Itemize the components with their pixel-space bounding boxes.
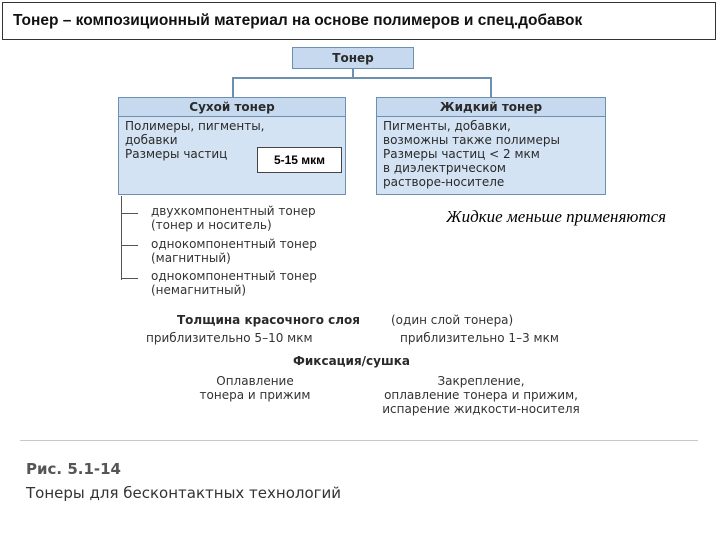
layer-thickness-note: (один слой тонера) <box>391 313 514 327</box>
dry-toner-body: Полимеры, пигменты, добавки Размеры частиц <box>125 119 265 161</box>
fixation-label: Фиксация/сушка <box>293 354 410 368</box>
caption-divider <box>20 440 698 441</box>
dry-type-nonmagnetic: однокомпонентный тонер (немагнитный) <box>151 269 317 297</box>
toner-root-label: Тонер <box>332 51 374 65</box>
dry-toner-heading: Сухой тонер <box>119 98 345 117</box>
liquid-toner-box <box>376 97 606 195</box>
fixation-liquid: Закрепление, оплавление тонера и прижим, испарение жидкости-носителя <box>382 374 580 416</box>
side-note: Жидкие меньше применяются <box>446 207 667 226</box>
connector-dry <box>232 77 234 98</box>
connector-liquid <box>490 77 492 98</box>
layer-thickness-liquid: приблизительно 1–3 мкм <box>400 331 559 345</box>
layer-thickness-dry: приблизительно 5–10 мкм <box>146 331 313 345</box>
dry-type-two-component: двухкомпонентный тонер (тонер и носитель) <box>151 204 316 232</box>
layer-thickness-label: Толщина красочного слоя <box>177 313 360 327</box>
toner-root-box <box>292 47 414 69</box>
type-dash <box>122 213 138 214</box>
type-dash <box>122 278 138 279</box>
particle-size-callout: 5-15 мкм <box>257 147 342 173</box>
fixation-dry: Оплавление тонера и прижим <box>199 374 311 402</box>
figure-caption: Тонеры для бесконтактных технологий <box>26 484 342 502</box>
liquid-toner-body: Пигменты, добавки, возможны также полимеры Размеры частиц < 2 мкм в диэлектрическом растворе-носителе <box>383 119 560 189</box>
types-vertical-line <box>121 196 122 280</box>
type-dash <box>122 245 138 246</box>
figure-number: Рис. 5.1-14 <box>26 460 121 478</box>
slide-title: Тонер – композиционный материал на основе полимеров и спец.добавок <box>2 2 716 40</box>
dry-toner-box <box>118 97 346 195</box>
connector-horizontal <box>232 77 492 79</box>
liquid-toner-heading: Жидкий тонер <box>377 98 605 117</box>
dry-type-magnetic: однокомпонентный тонер (магнитный) <box>151 237 317 265</box>
